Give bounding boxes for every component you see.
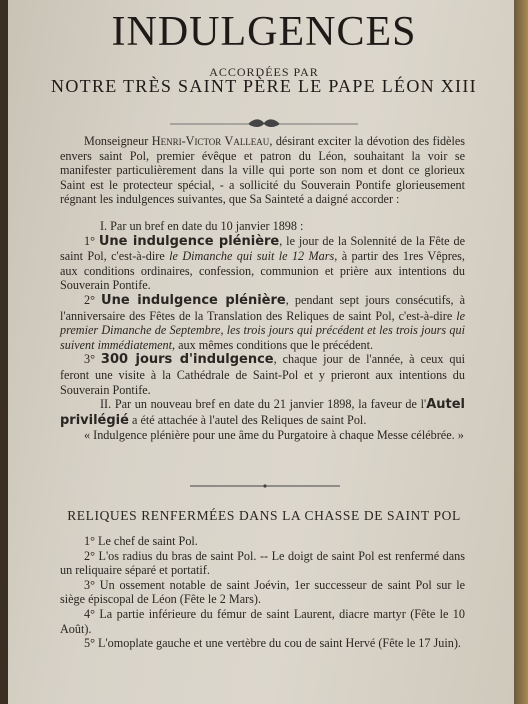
relique-item: 2° L'os radius du bras de saint Pol. -- Le doigt de saint Pol est renfermé dans un reliquaire séparé et portatif.	[60, 548, 465, 578]
section-2-quote: « Indulgence plénière pour une âme du Purgatoire à chaque Messe célébrée. »	[84, 428, 464, 443]
relique-item: 3° Un ossement notable de saint Joévin, 1er successeur de saint Pol sur le siège épiscopal de Léon (Fête le 2 Mars).	[60, 577, 465, 607]
bishop-name: Henri-Victor Valleau	[151, 134, 270, 148]
page-title: INDULGENCES	[111, 9, 417, 55]
page-edge	[514, 0, 528, 704]
section-1	[60, 219, 465, 443]
subtitle: ACCORDÉES PAR	[209, 65, 319, 79]
section-rule	[190, 483, 340, 489]
ornament-divider	[170, 114, 358, 130]
relique-item: 1° Le chef de saint Pol.	[84, 534, 198, 548]
indulgence-item-3: 3° 300 jours d'indulgence, chaque jour de l'année, à ceux qui feront une visite à la Cathédrale de Saint-Pol et y prieront aux intentions du Souverain Pontife.	[60, 352, 465, 397]
indulgence-item-2: 2° Une indulgence plénière, pendant sept jours consécutifs, à l'anniversaire des Fêtes de la Translation des Reliques de saint Pol, c'est-à-dire le premier Dimanche de Septembre, les trois jours qui précédent et les trois jours qui suivent immédiatement, aux mêmes conditions que le précédent.	[60, 292, 465, 352]
pope-line: NOTRE TRÈS SAINT PÈRE LE PAPE LÉON XIII	[51, 76, 477, 96]
section-2: II. Par un nouveau bref en date du 21 janvier 1898, la faveur de l'Autel privilégié a été attachée à l'autel des Reliques de saint Pol.	[60, 397, 465, 428]
section-1-heading: I. Par un bref en date du 10 janvier 1898 :	[100, 219, 304, 233]
relique-item: 4° La partie inférieure du fémur de saint Laurent, diacre martyr (Fête le 10 Août).	[60, 606, 465, 636]
reliques-list	[60, 534, 465, 651]
indulgence-item-1: 1° Une indulgence plénière, le jour de la Solennité de la Fête de saint Pol, c'est-à-dire le Dimanche qui suit le 12 Mars, à partir des 1res Vêpres, aux conditions ordinaires, confession, communion et prière aux intentions du Souverain Pontife.	[60, 233, 465, 293]
intro-paragraph: Monseigneur Henri-Victor Valleau, désirant exciter la dévotion des fidèles envers saint Pol, premier évêque et patron du Léon, souhaitant la voir se manifester particulièrement dans la ville qui porte son nom et dont ce glorieux Saint est le protecteur spécial, - a sollicité du Souverain Pontife glorieusement régnant les indulgences suivantes, que Sa Sainteté a daigné accorder :	[60, 134, 466, 207]
reliques-heading: RELIQUES RENFERMÉES DANS LA CHASSE DE SAINT POL	[67, 508, 461, 523]
relique-item: 5° L'omoplate gauche et une vertèbre du cou de saint Hervé (Fête le 17 Juin).	[84, 636, 461, 651]
